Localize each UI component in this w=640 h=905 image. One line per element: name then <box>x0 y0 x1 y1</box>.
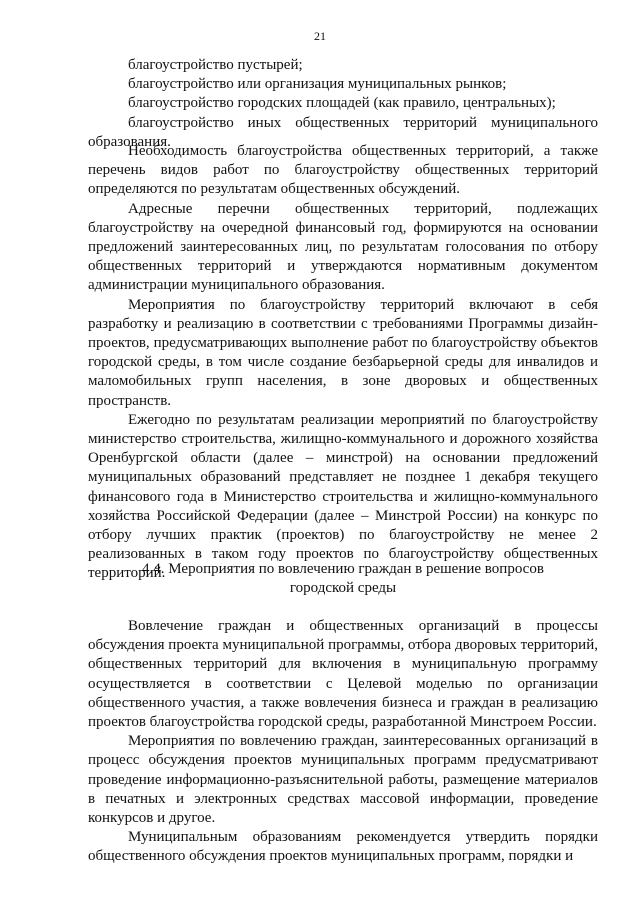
list-item: благоустройство пустырей; <box>128 57 303 73</box>
paragraph: Мероприятия по благоустройству территорий включают в себя разработку и реализацию в соответствии с требованиями Программы дизайн-проектов, предусматривающих выполнение работ по благоустройству объектов городской среды, в том числе создание безбарьерной среды для инвалидов и маломобильных групп населения, в зоне дворовых и общественных пространств. <box>88 296 598 409</box>
section-heading-line: 4.4. Мероприятия по вовлечению граждан в решение вопросов <box>142 561 544 577</box>
paragraph: Ежегодно по результатам реализации мероприятий по благоустройству министерство строительства, жилищно-коммунального и дорожного хозяйства Оренбургской области (далее – минстрой) на основании предложений муниципальных образований представляет не позднее 1 декабря текущего финансового года в Министерство строительства и жилищно-коммунального хозяйства Российской Федерации (далее – Минстрой России) на конкурс по отбору лучших практик (проектов) по благоустройству не менее 2 реализованных в таком году проектов по благоустройству общественных территорий. <box>88 411 598 582</box>
section-heading-line: городской среды <box>289 580 397 597</box>
paragraph: Вовлечение граждан и общественных организаций в процессы обсуждения проекта муниципальной программы, отбора дворовых территорий, общественных территорий для включения в муниципальную программу осуществляется в соответствии с Целевой моделью по организации общественного участия, а также вовлечения бизнеса и граждан в реализацию проектов благоустройства городской среды, разработанной Минстроем России. <box>88 618 598 731</box>
section-heading <box>88 560 598 598</box>
body-before-heading <box>88 142 598 584</box>
paragraph: Муниципальным образованиям рекомендуется утвердить порядки общественного обсуждения проектов муниципальных программ, порядки и <box>88 829 598 865</box>
paragraph: Адресные перечни общественных территорий, подлежащих благоустройству на очередной финансовый год, формируются на основании предложений заинтересованных лиц, по результатам голосования по отбору общественных территорий и утверждаются нормативным документом администрации муниципального образования. <box>88 200 598 294</box>
list-item: благоустройство или организация муниципальных рынков; <box>128 76 507 93</box>
paragraph: Мероприятия по вовлечению граждан, заинтересованных организаций в процесс обсуждения проектов муниципальных программ предусматривают проведение информационно-разъяснительной работы, размещение материалов в печатных и электронных средствах массовой информации, проведение конкурсов и другое. <box>88 733 598 827</box>
list-block <box>88 56 598 152</box>
list-item: благоустройство иных общественных территорий муниципального образования. <box>88 114 598 150</box>
list-item: благоустройство городских площадей (как правило, центральных); <box>128 95 556 112</box>
page-number: 21 <box>314 29 326 43</box>
paragraph: Необходимость благоустройства общественных территорий, а также перечень видов работ по благоустройству общественных территорий определяются по результатам общественных обсуждений. <box>88 143 598 198</box>
body-after-heading <box>88 617 598 867</box>
